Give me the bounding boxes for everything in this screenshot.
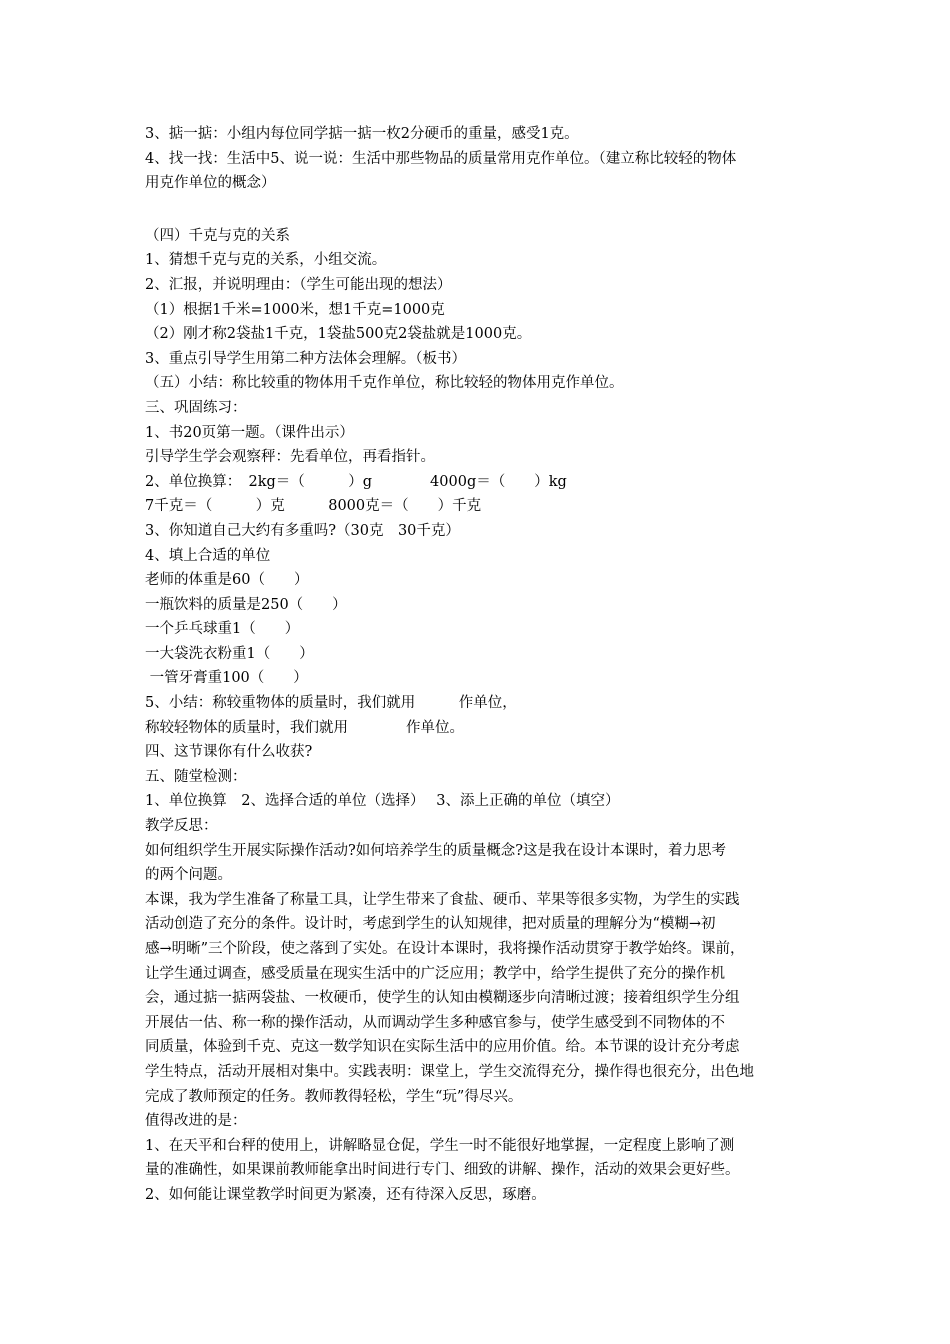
text-line: 学生特点，活动开展相对集中。实践表明：课堂上，学生交流得充分，操作得也很充分，出色地 xyxy=(145,1063,754,1080)
text-line: 4、填上合适的单位 xyxy=(145,547,271,564)
text-line: 4、找一找：生活中5、说一说：生活中那些物品的质量常用克作单位。（建立称比较轻的物体 xyxy=(145,150,737,167)
text-line: 一瓶饮料的质量是250（ ） xyxy=(145,596,347,613)
text-line: 一大袋洗衣粉重1（ ） xyxy=(145,645,314,662)
text-line: 完成了教师预定的任务。教师教得轻松，学生“玩”得尽兴。 xyxy=(145,1088,523,1105)
text-line: 量的准确性，如果课前教师能拿出时间进行专门、细致的讲解、操作，活动的效果会更好些。 xyxy=(145,1162,740,1179)
text-line: 的两个问题。 xyxy=(145,867,232,884)
text-line: 引导学生学会观察秤：先看单位，再看指针。 xyxy=(145,449,435,466)
text-line: 活动创造了充分的条件。设计时，考虑到学生的认知规律，把对质量的理解分为“模糊→初 xyxy=(145,916,716,933)
text-line: 让学生通过调查，感受质量在现实生活中的广泛应用；教学中，给学生提供了充分的操作机 xyxy=(145,965,725,982)
text-line: 2、单位换算： 2kg＝（ ）g 4000g＝（ ）kg xyxy=(145,473,567,490)
text-line: 1、单位换算 2、选择合适的单位（选择） 3、添上正确的单位（填空） xyxy=(145,793,620,810)
text-line: 一个乒乓球重1（ ） xyxy=(145,621,300,638)
text-line: 三、巩固练习： xyxy=(145,399,247,416)
text-line: （1）根据1千米=1000米，想1千克=1000克 xyxy=(145,301,445,318)
text-line: 老师的体重是60（ ） xyxy=(145,572,309,589)
blank-line xyxy=(145,196,815,224)
text-line: 会，通过掂一掂两袋盐、一枚硬币，使学生的认知由模糊逐步向清晰过渡；接着组织学生分组 xyxy=(145,990,740,1007)
text-line: （2）刚才称2袋盐1千克，1袋盐500克2袋盐就是1000克。 xyxy=(145,326,532,343)
text-line: 值得改进的是： xyxy=(145,1113,247,1130)
text-line: 开展估一估、称一称的操作活动，从而调动学生多种感官参与，使学生感受到不同物体的不 xyxy=(145,1014,725,1031)
text-line: 3、重点引导学生用第二种方法体会理解。（板书） xyxy=(145,350,466,367)
text-line: 1、在天平和台秤的使用上，讲解略显仓促，学生一时不能很好地掌握，一定程度上影响了测 xyxy=(145,1137,735,1154)
text-line: 一管牙膏重100（ ） xyxy=(145,670,308,687)
text-line: 用克作单位的概念） xyxy=(145,175,276,192)
text-line: （五）小结：称比较重的物体用千克作单位，称比较轻的物体用克作单位。 xyxy=(145,375,624,392)
text-line: 教学反思： xyxy=(145,818,218,835)
text-line: 四、这节课你有什么收获? xyxy=(145,744,313,761)
document-body xyxy=(145,122,815,1208)
text-line: 2、汇报，并说明理由：（学生可能出现的想法） xyxy=(145,276,452,293)
text-line: 3、掂一掂：小组内每位同学掂一掂一枚2分硬币的重量，感受1克。 xyxy=(145,126,579,142)
text-line: 如何组织学生开展实际操作活动?如何培养学生的质量概念?这是我在设计本课时，着力思考 xyxy=(145,842,727,859)
text-line: 本课，我为学生准备了称量工具，让学生带来了食盐、硬币、苹果等很多实物，为学生的实践 xyxy=(145,891,740,908)
text-line: 称较轻物体的质量时，我们就用 作单位。 xyxy=(145,719,464,736)
text-line: 5、小结：称较重物体的质量时，我们就用 作单位， xyxy=(145,695,517,712)
text-line: 1、猜想千克与克的关系，小组交流。 xyxy=(145,252,387,269)
text-line: （四）千克与克的关系 xyxy=(145,227,290,244)
text-line: 3、你知道自己大约有多重吗?（30克 30千克） xyxy=(145,522,460,539)
text-line: 7千克＝（ ）克 8000克＝（ ）千克 xyxy=(145,498,482,515)
text-line: 五、随堂检测： xyxy=(145,768,247,785)
text-line: 感→明晰”三个阶段，使之落到了实处。在设计本课时，我将操作活动贯穿于教学始终。课前， xyxy=(145,941,745,957)
text-line: 1、书20页第一题。（课件出示） xyxy=(145,424,354,441)
text-line: 同质量，体验到千克、克这一数学知识在实际生活中的应用价值。给。本节课的设计充分考虑 xyxy=(145,1039,740,1056)
text-line: 2、如何能让课堂教学时间更为紧凑，还有待深入反思，琢磨。 xyxy=(145,1186,546,1203)
